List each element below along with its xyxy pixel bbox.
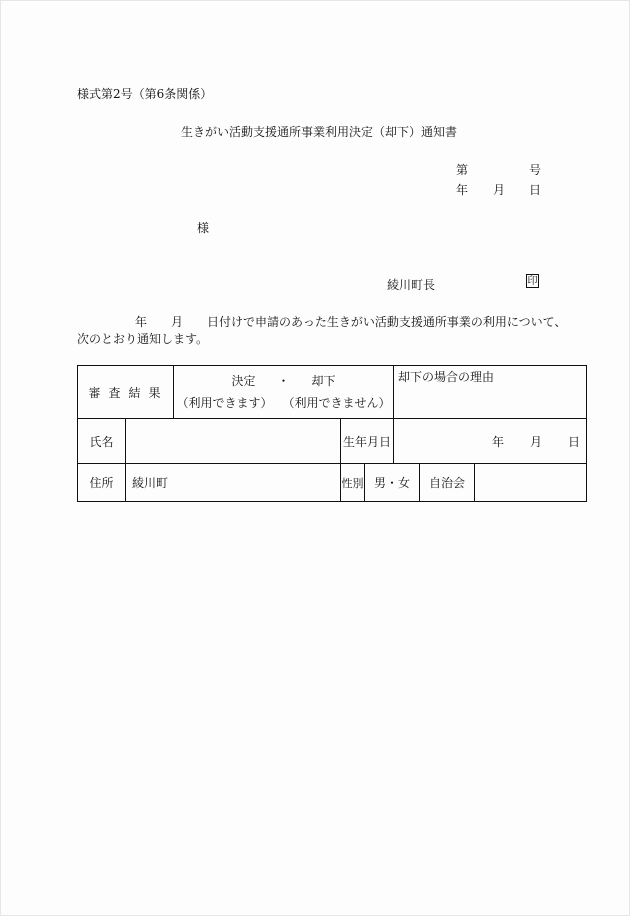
rejection-reason-cell [394,366,587,419]
issue-date-day: 日 [529,183,542,197]
name-label: 氏名 [78,419,126,464]
decision-note: （利用できます） [176,396,273,410]
name-value-cell [126,419,341,464]
review-result-label: 審査結果 [78,366,174,419]
notice-body-line1 [77,314,567,331]
seal-stamp: 印 [527,276,538,287]
address-label: 住所 [78,464,126,502]
issuer-name: 綾川町長 [387,278,436,292]
number-prefix: 第 [456,163,469,177]
notice-table [77,365,587,502]
body-year: 年 [135,315,148,329]
community-label: 自治会 [420,464,475,502]
dob-day: 日 [568,434,581,449]
notice-body-line2: 次のとおり通知します。 [77,332,209,346]
dob-value-cell [394,419,587,464]
issue-date-year: 年 [456,183,469,197]
number-suffix: 号 [529,163,542,177]
community-value-cell [475,464,587,502]
body-month: 月 [171,315,184,329]
decision-options [174,370,393,392]
decision-notes [174,392,393,414]
issue-date-month: 月 [493,183,506,197]
addressee-suffix: 様 [197,221,210,235]
dob-month: 月 [530,434,543,449]
rejection-note: （利用できません） [282,396,391,410]
rejection-reason-label: 却下の場合の理由 [398,370,495,384]
decision-option: 決定 [231,374,256,388]
dob-year: 年 [492,434,505,449]
document-title: 生きがい活動支援通所事業利用決定（却下）通知書 [181,125,458,139]
gender-value: 男・女 [365,464,420,502]
dob-label: 生年月日 [341,419,394,464]
rejection-option: 却下 [311,374,336,388]
gender-label: 性別 [341,464,365,502]
form-number: 様式第2号（第6条関係） [77,87,213,101]
notice-body [77,314,567,348]
decision-cell [174,366,394,419]
decision-separator: ・ [277,374,290,388]
address-value: 綾川町 [126,464,341,502]
body-rest-line1: 日付けで申請のあった生きがい活動支援通所事業の利用について、 [207,315,567,329]
